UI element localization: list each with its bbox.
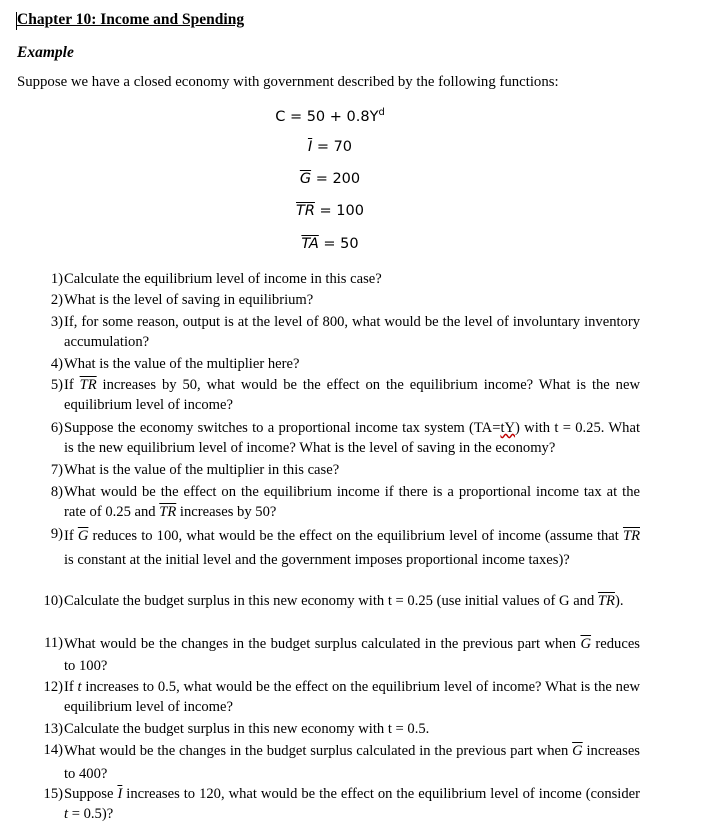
chapter-title: Chapter 10: Income and Spending xyxy=(17,11,245,28)
equation-consumption: $C = 50 + 0.8Y^d$ xyxy=(275,107,385,125)
equation-transfers: $\overline{TR} = 100$ xyxy=(296,203,364,219)
equation-taxes: $\overline{TA} = 50$ xyxy=(301,236,359,252)
intro-paragraph: Suppose we have a closed economy with government described by the following functions: xyxy=(17,74,559,90)
equation-investment: $\overline{I} = 70$ xyxy=(307,139,353,155)
equation-government: $\overline{G} = 200$ xyxy=(299,171,361,187)
example-heading: Example xyxy=(17,44,74,61)
document-page: Chapter 10: Income and Spending Example Suppose we have a closed economy with government described by the following functions: $C = 50 + 0.8Y^d$ $\overline{I} = 70$ $\overline{G} = 200$ $\overline{TR} = 100$ $\overline{TA} = 50$ 1) Calculate the equilibrium level of income in this case? 2) What is the level of saving in equilibrium? 3) If, for some reason, output is at the level of 800, what would be the level of involuntary inventory accumulation? 4) What is the value of the multiplier here? 5) If $\overline{TR}$ increases by 50, what would be the effect on the equilibrium income? What is the new equilibrium level of income? 6) Suppose the economy switches to a proportional income tax system (TA=tY) with t = 0.25. What is the new equilibrium level of income? What is the level of saving in the economy? 7) What is the value of the multiplier in this case? 8) What would be the effect on the equilibrium income if there is a proportional income tax at the rate of 0.25 and $\overline{TR}$ increases by 50? 9) If $\overline{G}$ reduces to 100, what would be the effect on the equilibrium level of income (assume that $\overline{TR}$ is constant at the initial level and the government imposes proportional income taxes)? 10) Calculate the budget surplus in this new economy with t = 0.25 (use initial values of G and $\overline{TR}$). 11) What would be the changes in the budget surplus calculated in the previous part when $\overline{G}$ reduces to 100? 12) If t increases to 0.5, what would be the effect on the equilibrium level of income? What is the new equilibrium level of income? 13) Calculate the budget surplus in this new economy with t = 0.5. 14) What would be the changes in the budget surplus calculated in the previous part when $\overline{G}$ increases to 400? 15) Suppose $\overline{I}$ increases to 120, what would be the effect on the equilibrium level of income (consider t = 0.5)? xyxy=(0,0,702,837)
